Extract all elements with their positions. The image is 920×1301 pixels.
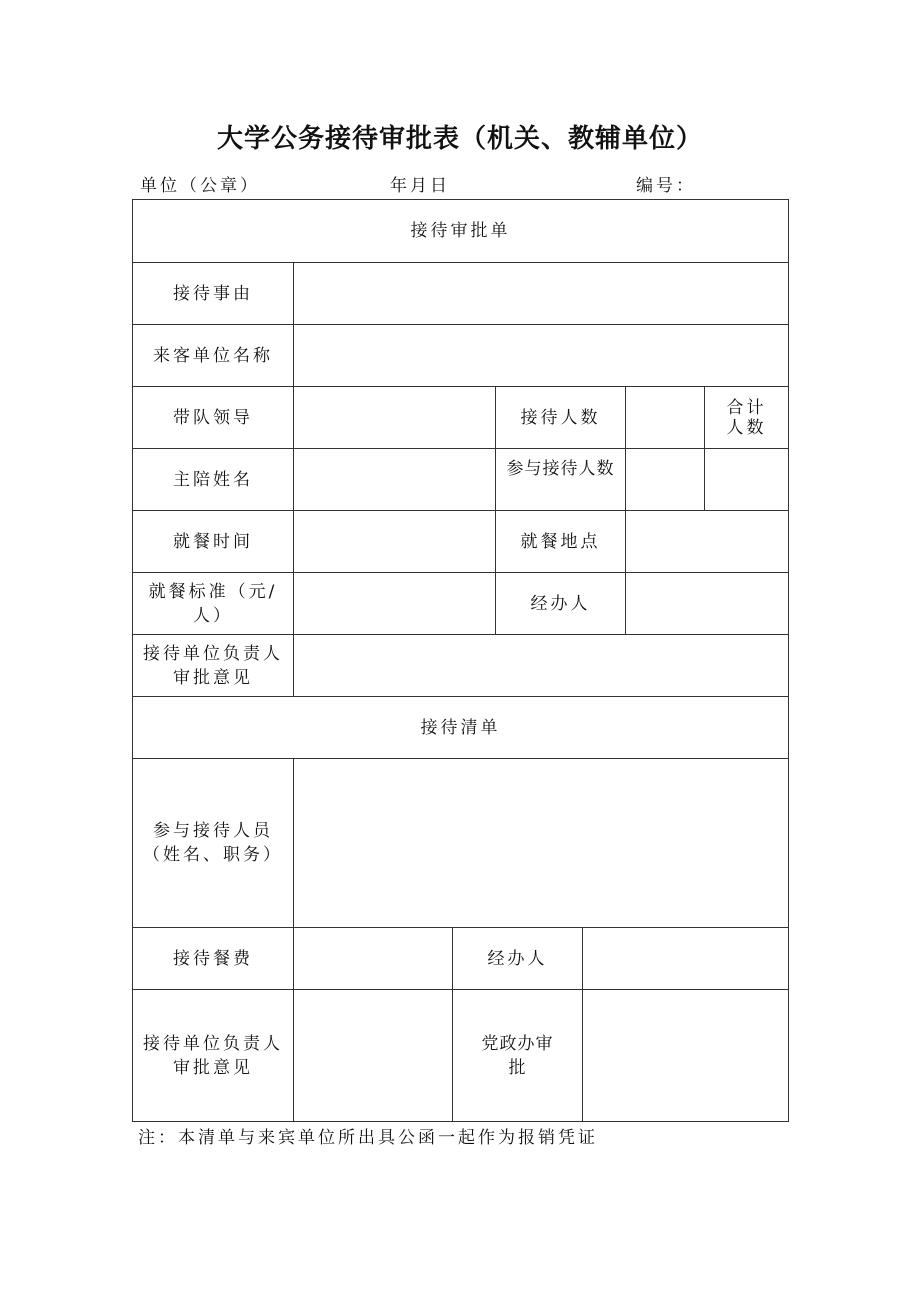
approval-head-opinion-line2: 审批意见 [173, 667, 253, 688]
guest-unit-label: 来客单位名称 [133, 325, 294, 387]
staff-field[interactable] [294, 759, 789, 928]
staff-label-line2: （姓名、职务） [143, 845, 283, 865]
leader-field[interactable] [294, 387, 496, 449]
host-row [133, 449, 789, 511]
leader-row [133, 387, 789, 449]
meal-fee-row [133, 928, 789, 990]
meal-fee-label: 接待餐费 [133, 928, 294, 990]
checklist-head-opinion-label [133, 990, 294, 1122]
checklist-head-opinion-line2: 审批意见 [173, 1057, 253, 1078]
host-field[interactable] [294, 449, 496, 511]
footnote: 注：本清单与来宾单位所出具公函一起作为报销凭证 [138, 1128, 598, 1148]
unit-stamp-label: 单位（公章） [140, 176, 260, 196]
staff-label [133, 759, 294, 928]
total-count-label-line1: 合计 [726, 397, 767, 418]
approval-form-table [132, 199, 789, 1122]
office-approval-field[interactable] [583, 990, 789, 1122]
participants-count-field[interactable] [626, 449, 705, 511]
approval-handler-label: 经办人 [496, 573, 626, 635]
staff-label-line1: 参与接待人员 [153, 821, 273, 841]
checklist-section-title: 接待清单 [133, 697, 789, 759]
office-approval-line2: 批 [508, 1057, 527, 1078]
checklist-head-opinion-row [133, 990, 789, 1122]
meal-place-label: 就餐地点 [496, 511, 626, 573]
reason-row [133, 263, 789, 325]
meal-time-row [133, 511, 789, 573]
meal-time-field[interactable] [294, 511, 496, 573]
approval-head-opinion-field[interactable] [294, 635, 789, 697]
checklist-handler-label: 经办人 [453, 928, 583, 990]
approval-section-row [133, 200, 789, 263]
meal-standard-row [133, 573, 789, 635]
total-count-label-line2: 人数 [726, 417, 767, 438]
form-title: 大学公务接待审批表（机关、教辅单位） [216, 124, 703, 154]
guest-unit-field[interactable] [294, 325, 789, 387]
meal-standard-label-line2: 人） [193, 605, 233, 626]
meal-fee-field[interactable] [294, 928, 453, 990]
office-approval-label [453, 990, 583, 1122]
serial-number-label: 编号： [636, 176, 696, 196]
host-label: 主陪姓名 [133, 449, 294, 511]
meal-time-label: 就餐时间 [133, 511, 294, 573]
reason-field[interactable] [294, 263, 789, 325]
participants-count-label: 参与接待人数 [496, 449, 626, 511]
total-count-field[interactable] [705, 449, 789, 511]
total-count-label [705, 387, 789, 449]
guest-unit-row [133, 325, 789, 387]
checklist-head-opinion-field[interactable] [294, 990, 453, 1122]
staff-row [133, 759, 789, 928]
approval-head-opinion-line1: 接待单位负责人 [143, 643, 283, 664]
checklist-handler-field[interactable] [583, 928, 789, 990]
date-label: 年月日 [390, 176, 450, 196]
checklist-head-opinion-line1: 接待单位负责人 [143, 1033, 283, 1054]
office-approval-line1: 党政办审 [481, 1033, 554, 1054]
approval-head-opinion-label [133, 635, 294, 697]
meal-place-field[interactable] [626, 511, 789, 573]
meal-standard-label [133, 573, 294, 635]
reception-count-label: 接待人数 [496, 387, 626, 449]
approval-head-opinion-row [133, 635, 789, 697]
reception-count-field[interactable] [626, 387, 705, 449]
approval-handler-field[interactable] [626, 573, 789, 635]
leader-label: 带队领导 [133, 387, 294, 449]
meal-standard-label-line1: 就餐标准（元/ [148, 581, 278, 602]
meal-standard-field[interactable] [294, 573, 496, 635]
reason-label: 接待事由 [133, 263, 294, 325]
checklist-section-row [133, 697, 789, 759]
approval-section-title: 接待审批单 [133, 200, 789, 263]
